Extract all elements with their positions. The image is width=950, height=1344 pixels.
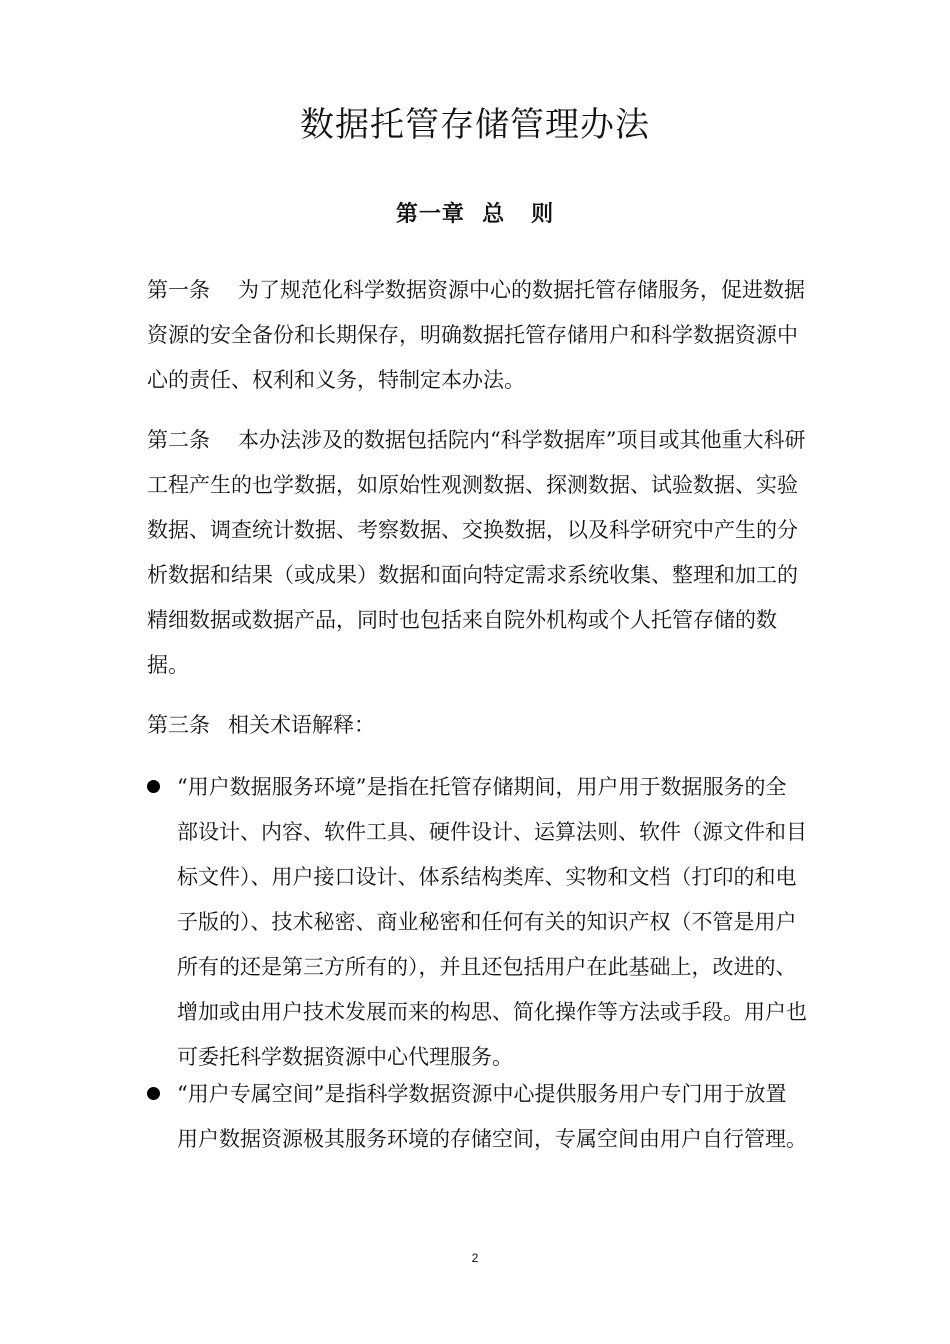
definition-text: “用户专属空间”是指科学数据资源中心提供服务用户专门用于放置用户数据资源极其服务环境的存储空间，专属空间由用户自行管理。 [177,1082,807,1151]
article-2 [147,418,807,688]
definition-item-user-dedicated-space [147,1072,807,1162]
article-3 [147,703,807,748]
article-2-label: 第二条 [147,428,210,452]
article-3-text: 相关术语解释： [228,713,375,737]
definition-text: “用户数据服务环境”是指在托管存储期间，用户用于数据服务的全部设计、内容、软件工具、硬件设计、运算法则、软件（源文件和目标文件）、用户接口设计、体系结构类库、实物和文档（打印的和电子版的）、技术秘密、商业秘密和任何有关的知识产权（不管是用户所有的还是第三方所有的），并且还包括用户在此基础上，改进的、增加或由用户技术发展而来的构思、简化操作等方法或手段。用户也可委托科学数据资源中心代理服务。 [177,775,807,1069]
article-1-label: 第一条 [147,278,210,302]
article-3-label: 第三条 [147,713,210,737]
bullet-icon [147,780,160,793]
definition-item-user-service-environment [147,765,807,1080]
article-1 [147,268,807,403]
chapter-heading: 第一章 总 则 [395,201,555,227]
article-1-text: 为了规范化科学数据资源中心的数据托管存储服务，促进数据资源的安全备份和长期保存，明确数据托管存储用户和科学数据资源中心的责任、权利和义务，特制定本办法。 [147,278,805,392]
article-2-text: 本办法涉及的数据包括院内“科学数据库”项目或其他重大科研工程产生的也学数据，如原始性观测数据、探测数据、试验数据、实验数据、调查统计数据、考察数据、交换数据，以及科学研究中产生的分析数据和结果（或成果）数据和面向特定需求系统收集、整理和加工的精细数据或数据产品，同时也包括来自院外机构或个人托管存储的数据。 [147,428,806,677]
page-number: 2 [471,1251,479,1265]
bullet-icon [147,1087,160,1100]
document-title: 数据托管存储管理办法 [300,105,650,145]
